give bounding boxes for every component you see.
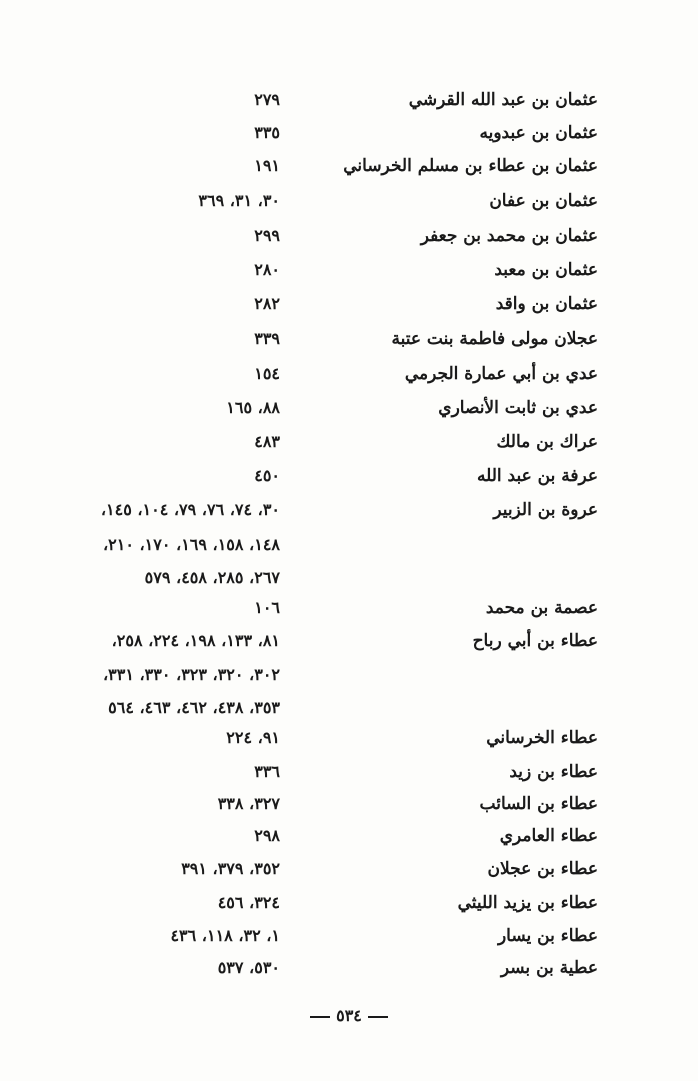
- entry-name: عجلان مولى فاطمة بنت عتبة: [391, 329, 598, 349]
- index-entry: [0, 594, 698, 622]
- index-entry: [0, 394, 698, 422]
- entry-pages: ٣٠٢، ٣٢٠، ٣٢٣، ٣٣٠، ٣٣١،: [102, 665, 280, 684]
- index-entry: [0, 889, 698, 917]
- entry-name: عطاء العامري: [499, 826, 598, 846]
- entry-name: عثمان بن محمد بن جعفر: [420, 226, 598, 246]
- index-entry: [0, 428, 698, 456]
- entry-name: عثمان بن عبدويه: [479, 123, 598, 143]
- entry-name: عثمان بن عطاء بن مسلم الخرساني: [343, 156, 598, 176]
- entry-name: عطاء بن يزيد الليثي: [457, 893, 598, 913]
- entry-pages: ٢٩٨: [254, 826, 280, 845]
- entry-pages: ٥٣٠، ٥٣٧: [217, 958, 280, 977]
- entry-pages: ١٩١: [254, 156, 280, 175]
- entry-name: عصمة بن محمد: [485, 598, 598, 618]
- index-entry: [0, 922, 698, 950]
- index-entry: [0, 531, 698, 559]
- entry-pages: ٣٠، ٣١، ٣٦٩: [198, 191, 280, 210]
- index-entry: [0, 152, 698, 180]
- entry-pages: ٣٣٦: [254, 762, 280, 781]
- index-entry: [0, 954, 698, 982]
- index-entry: [0, 325, 698, 353]
- folio-dash-right: [368, 1016, 388, 1018]
- entry-pages: ١، ٣٢، ١١٨، ٤٣٦: [170, 926, 280, 945]
- entry-name: عطاء بن السائب: [479, 794, 598, 814]
- entry-name: عطية بن بسر: [500, 958, 598, 978]
- index-entry: [0, 790, 698, 818]
- entry-pages: ١٤٨، ١٥٨، ١٦٩، ١٧٠، ٢١٠،: [102, 535, 280, 554]
- entry-pages: ١٥٤: [254, 364, 280, 383]
- entry-name: عثمان بن واقد: [495, 294, 598, 314]
- index-entry: [0, 187, 698, 215]
- index-entry: [0, 724, 698, 752]
- entry-pages: ٣٥٣، ٤٣٨، ٤٦٢، ٤٦٣، ٥٦٤: [108, 698, 280, 717]
- index-entry: [0, 496, 698, 524]
- entry-pages: ٣٥٢، ٣٧٩، ٣٩١: [181, 859, 280, 878]
- entry-name: عثمان بن عبد الله القرشي: [408, 90, 598, 110]
- folio-dash-left: [310, 1016, 330, 1018]
- index-entry: [0, 222, 698, 250]
- entry-pages: ٣٣٥: [254, 123, 280, 142]
- entry-pages: ٢٧٩: [254, 90, 280, 109]
- entry-pages: ٣٢٧، ٣٣٨: [217, 794, 280, 813]
- entry-pages: ٣٠، ٧٤، ٧٦، ٧٩، ١٠٤، ١٤٥،: [100, 500, 280, 519]
- entry-name: عطاء بن أبي رباح: [472, 631, 598, 651]
- index-entry: [0, 661, 698, 689]
- entry-pages: ١٠٦: [254, 598, 280, 617]
- index-entry: [0, 564, 698, 592]
- entry-name: عطاء الخرساني: [486, 728, 598, 748]
- entry-pages: ٨١، ١٣٣، ١٩٨، ٢٢٤، ٢٥٨،: [111, 631, 280, 650]
- index-entry: [0, 360, 698, 388]
- index-entry: [0, 758, 698, 786]
- entry-pages: ٨٨، ١٦٥: [226, 398, 280, 417]
- entry-pages: ٤٥٠: [254, 466, 280, 485]
- entry-pages: ٣٢٤، ٤٥٦: [217, 893, 280, 912]
- entry-name: عثمان بن عفان: [489, 191, 598, 211]
- page-footer: [0, 1002, 698, 1030]
- entry-name: عدي بن ثابت الأنصاري: [438, 398, 598, 418]
- index-entry: [0, 694, 698, 722]
- entry-name: عدي بن أبي عمارة الجرمي: [404, 364, 598, 384]
- index-entry: [0, 119, 698, 147]
- entry-pages: ٩١، ٢٢٤: [226, 728, 280, 747]
- entry-pages: ٢٨٢: [254, 294, 280, 313]
- index-entry: [0, 627, 698, 655]
- index-entry: [0, 855, 698, 883]
- entry-pages: ٢٨٠: [254, 260, 280, 279]
- entry-name: عرفة بن عبد الله: [476, 466, 598, 486]
- page-number: ٥٣٤: [336, 1006, 362, 1025]
- index-entry: [0, 462, 698, 490]
- index-entry: [0, 290, 698, 318]
- entry-pages: ٣٣٩: [254, 329, 280, 348]
- entry-pages: ٢٦٧، ٢٨٥، ٤٥٨، ٥٧٩: [144, 568, 280, 587]
- entry-name: عراك بن مالك: [496, 432, 598, 452]
- entry-name: عروة بن الزبير: [493, 500, 598, 520]
- entry-pages: ٢٩٩: [254, 226, 280, 245]
- entry-name: عثمان بن معبد: [494, 260, 598, 280]
- entry-pages: ٤٨٣: [254, 432, 280, 451]
- entry-name: عطاء بن زيد: [509, 762, 598, 782]
- entry-name: عطاء بن عجلان: [487, 859, 598, 879]
- index-entry: [0, 822, 698, 850]
- entry-name: عطاء بن يسار: [497, 926, 598, 946]
- index-entry: [0, 86, 698, 114]
- index-entry: [0, 256, 698, 284]
